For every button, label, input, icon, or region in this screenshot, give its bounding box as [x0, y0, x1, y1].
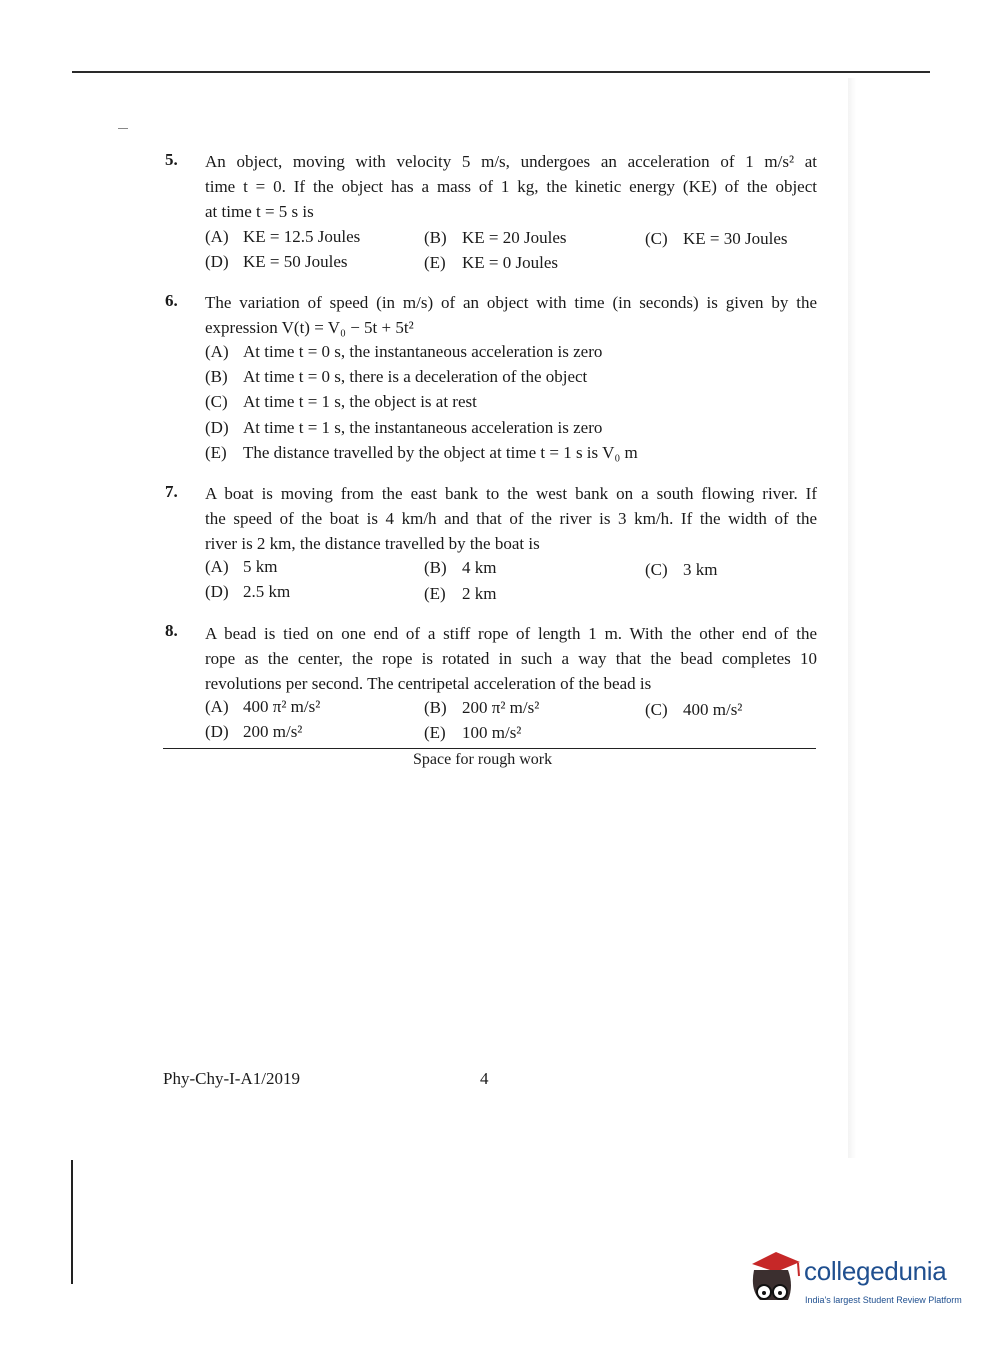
- question-5-line-1: An object, moving with velocity 5 m/s, undergoes an acceleration of 1 m/s² at: [205, 152, 817, 171]
- question-5-option-d[interactable]: (D) KE = 50 Joules: [205, 252, 348, 271]
- top-rule: [72, 71, 930, 73]
- question-6-line-2: expression V(t) = V₀ − 5t + 5t²: [205, 318, 414, 337]
- question-7-option-a[interactable]: (A) 5 km: [205, 557, 278, 576]
- question-6-option-e[interactable]: (E) The distance travelled by the object at time t = 1 s is V₀ m: [205, 443, 638, 462]
- question-7-option-d[interactable]: (D) 2.5 km: [205, 582, 291, 601]
- question-8-number: 8.: [165, 621, 178, 640]
- logo-wordmark: collegedunia: [804, 1256, 947, 1286]
- footer-exam-code: Phy-Chy-I-A1/2019: [163, 1069, 300, 1088]
- question-7-option-b[interactable]: (B) 4 km: [424, 558, 497, 577]
- collegedunia-logo: [742, 1250, 972, 1312]
- question-6-line-1: The variation of speed (in m/s) of an object with time (in seconds) is given by the: [205, 293, 817, 312]
- question-8-line-3: revolutions per second. The centripetal acceleration of the bead is: [205, 674, 652, 693]
- question-7-line-2: the speed of the boat is 4 km/h and that of the river is 3 km/h. If the width of the: [205, 509, 817, 528]
- question-6-option-a[interactable]: (A) At time t = 0 s, the instantaneous acceleration is zero: [205, 342, 603, 361]
- question-5-option-e[interactable]: (E) KE = 0 Joules: [424, 253, 558, 272]
- question-8-option-e[interactable]: (E) 100 m/s²: [424, 723, 522, 742]
- question-7-number: 7.: [165, 482, 178, 501]
- rough-work-label: Space for rough work: [413, 751, 553, 768]
- question-5-option-c[interactable]: (C) KE = 30 Joules: [645, 229, 788, 248]
- question-8-option-d[interactable]: (D) 200 m/s²: [205, 722, 303, 741]
- question-5-line-3: at time t = 5 s is: [205, 202, 314, 221]
- question-6-option-b[interactable]: (B) At time t = 0 s, there is a deceleration of the object: [205, 367, 588, 386]
- question-7-option-e[interactable]: (E) 2 km: [424, 584, 497, 603]
- question-6-number: 6.: [165, 291, 178, 310]
- question-7-line-3: river is 2 km, the distance travelled by the boat is: [205, 534, 540, 553]
- question-6-option-d[interactable]: (D) At time t = 1 s, the instantaneous acceleration is zero: [205, 418, 603, 437]
- margin-tick: [118, 128, 128, 129]
- question-6-option-c[interactable]: (C) At time t = 1 s, the object is at rest: [205, 392, 477, 411]
- page-shadow: [848, 78, 856, 1158]
- question-8-line-2: rope as the center, the rope is rotated in such a way that the bead completes 10: [205, 649, 817, 668]
- question-8-option-c[interactable]: (C) 400 m/s²: [645, 700, 743, 719]
- question-8-option-b[interactable]: (B) 200 π² m/s²: [424, 698, 540, 717]
- mortarboard-shape: [752, 1252, 800, 1272]
- mascot-icon: [742, 1250, 804, 1312]
- question-5-option-b[interactable]: (B) KE = 20 Joules: [424, 228, 567, 247]
- question-5-number: 5.: [165, 150, 178, 169]
- question-5-line-2: time t = 0. If the object has a mass of 1 kg, the kinetic energy (KE) of the object: [205, 177, 817, 196]
- question-8-option-a[interactable]: (A) 400 π² m/s²: [205, 697, 321, 716]
- question-7-line-1: A boat is moving from the east bank to the west bank on a south flowing river. If: [205, 484, 817, 503]
- logo-tagline: India's largest Student Review Platform: [805, 1295, 962, 1305]
- rough-work-separator: [163, 748, 816, 749]
- question-8-line-1: A bead is tied on one end of a stiff rope of length 1 m. With the other end of the: [205, 624, 817, 643]
- left-binding-line: [71, 1160, 73, 1284]
- question-7-option-c[interactable]: (C) 3 km: [645, 560, 718, 579]
- question-5-option-a[interactable]: (A) KE = 12.5 Joules: [205, 227, 361, 246]
- page-number: 4: [480, 1069, 489, 1088]
